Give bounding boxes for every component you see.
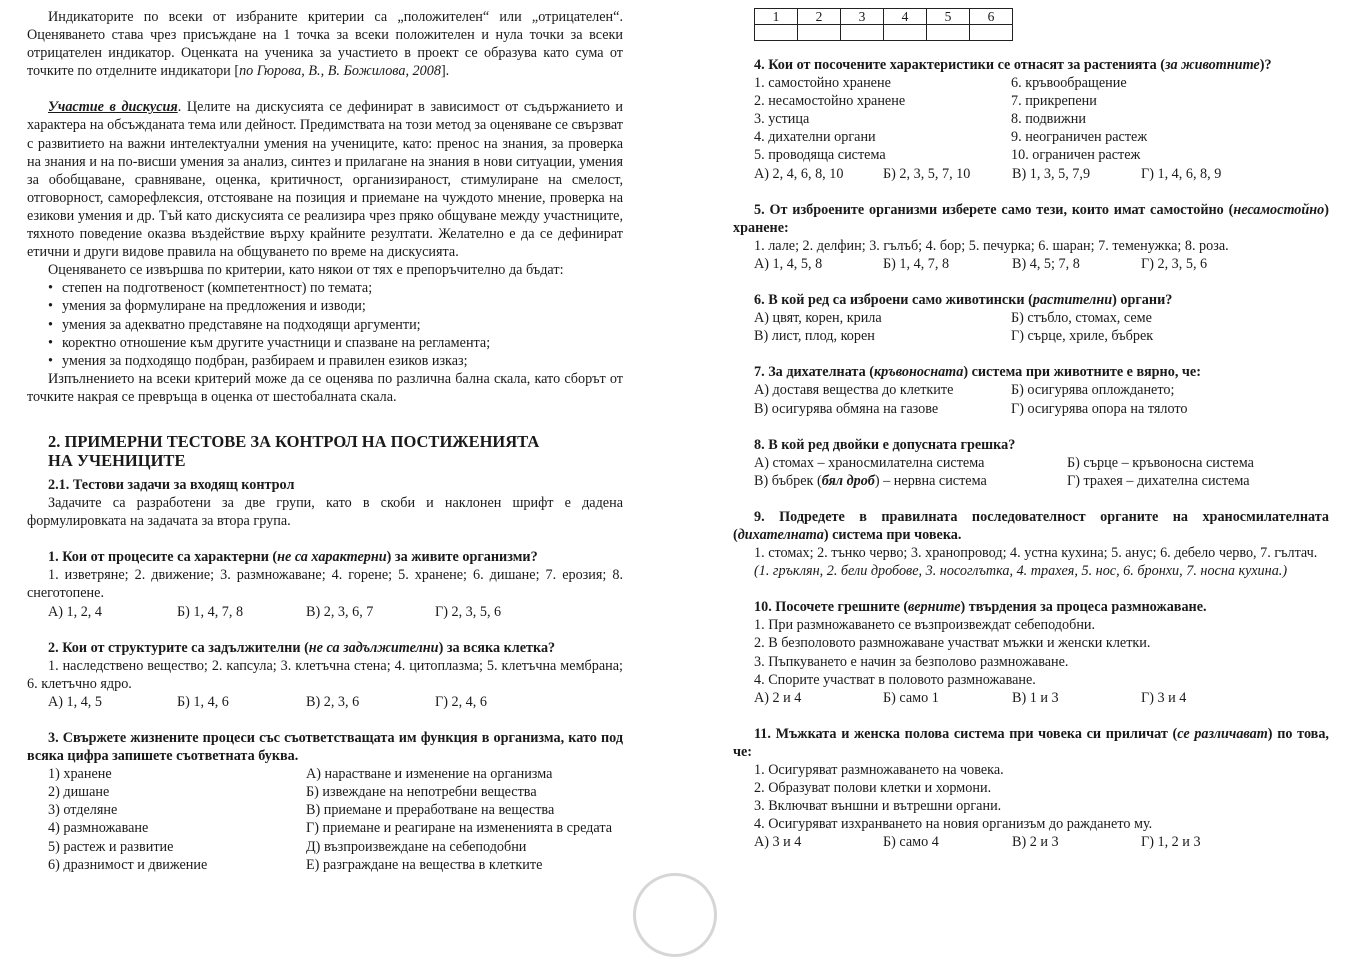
question-2 bbox=[27, 639, 623, 711]
answer-cell[interactable] bbox=[755, 25, 798, 41]
option: Б) само 1 bbox=[883, 689, 939, 706]
table-cell: 5 bbox=[927, 9, 970, 25]
match-row: 4) размножаване Г) приемане и реагиране на измененията в средата bbox=[48, 820, 612, 837]
option: А) 1, 4, 5, 8 bbox=[754, 255, 823, 272]
question-title: 2. Кои от структурите са задължителни (не са задължителни) за всяка клетка? bbox=[48, 639, 556, 656]
match-row: 3) отделяне В) приемане и преработване на вещества bbox=[48, 802, 555, 819]
question-title: 9. Подредете в правилната последователност органите на храносмилателната (дихателната) система при човека. bbox=[733, 508, 1329, 543]
list-row: 3. устица 8. подвижни bbox=[754, 111, 1086, 128]
answer-cell[interactable] bbox=[927, 25, 970, 41]
list-item: • умения за формулиране на предложения и изводи; bbox=[48, 297, 623, 315]
match-row: 5) растеж и развитие Д) възпроизвеждане на себеподобни bbox=[48, 838, 527, 855]
question-1 bbox=[27, 548, 623, 620]
question-4 bbox=[733, 56, 1329, 183]
option: А) 2, 4, 6, 8, 10 bbox=[754, 165, 844, 182]
option: Г) 2, 3, 5, 6 bbox=[435, 603, 502, 620]
table-cell: 2 bbox=[798, 9, 841, 25]
criteria-list bbox=[27, 279, 623, 369]
answer-options bbox=[27, 693, 623, 711]
list-item: • коректно отношение към другите участници и спазване на регламента; bbox=[48, 334, 623, 352]
option: Б) 1, 4, 7, 8 bbox=[177, 603, 244, 620]
option: В) 1, 3, 5, 7,9 bbox=[1012, 165, 1091, 182]
option: Б) 1, 4, 7, 8 bbox=[883, 255, 950, 272]
option: В) 1 и 3 bbox=[1012, 689, 1059, 706]
list-row: А) цвят, корен, крила Б) стъбло, стомах, семе bbox=[754, 310, 1152, 327]
list-item: 2. Образуват полови клетки и хормони. bbox=[754, 780, 992, 797]
question-6 bbox=[733, 291, 1329, 345]
question-title: 5. От изброените организми изберете само тези, които имат самостойно (несамостойно) хранене: bbox=[733, 201, 1329, 236]
option: А) 1, 4, 5 bbox=[48, 693, 102, 710]
option: Б) 1, 4, 6 bbox=[177, 693, 229, 710]
answer-options bbox=[733, 255, 1329, 273]
question-alt-text: (1. гръклян, 2. бели дробове, 3. носоглътка, 4. трахея, 5. нос, 6. бронхи, 7. носна кухина.) bbox=[754, 563, 1288, 580]
table-cell: 6 bbox=[970, 9, 1013, 25]
list-row: 4. дихателни органи 9. неограничен растеж bbox=[754, 129, 1148, 146]
list-item: 4. Спорите участват в половото размножаване. bbox=[754, 671, 1036, 688]
list-row: А) доставя вещества до клетките Б) осигурява оплождането; bbox=[754, 382, 1175, 399]
question-7 bbox=[733, 363, 1329, 417]
option: А) 2 и 4 bbox=[754, 689, 802, 706]
question-3 bbox=[27, 729, 623, 874]
question-title: 11. Мъжката и женска полова система при човека си приличат (се различават) по това, че: bbox=[733, 725, 1329, 760]
option: Г) 1, 4, 6, 8, 9 bbox=[1141, 165, 1222, 182]
option: Г) 2, 3, 5, 6 bbox=[1141, 255, 1208, 272]
list-row: 2. несамостойно хранене 7. прикрепени bbox=[754, 93, 1097, 110]
answer-options bbox=[27, 603, 623, 621]
right-column bbox=[733, 8, 1329, 851]
answer-table bbox=[754, 8, 1013, 41]
question-8 bbox=[733, 436, 1329, 490]
list-item: 1. Осигуряват размножаването на човека. bbox=[754, 762, 1004, 778]
match-row: 2) дишане Б) извеждане на непотребни вещества bbox=[48, 784, 537, 801]
list-item: 3. Включват външни и вътрешни органи. bbox=[754, 798, 1002, 815]
list-row: В) осигурява обмяна на газове Г) осигурява опора на тялото bbox=[754, 400, 1188, 417]
indicators-paragraph: Индикаторите по всеки от избраните критерии са „положителен“ или „отрицателен“. Оценяването става чрез присъждане на 1 точка за всеки положителен и нула точки за всеки отрицателен индикатор. Оценката на ученика за участието в проект се образува като сума от точките по отделните индикатори [по Гюрова, В., В. Божилова, 2008]. bbox=[27, 9, 623, 80]
question-text: 1. стомах; 2. тънко черво; 3. хранопровод; 4. устна кухина; 5. анус; 6. дебело черво, 7. гълтач. bbox=[754, 545, 1318, 562]
list-row: 1. самостойно хранене 6. кръвообращение bbox=[754, 75, 1127, 92]
question-title: 8. В кой ред двойки е допусната грешка? bbox=[754, 436, 1016, 453]
option: В) 4, 5; 7, 8 bbox=[1012, 255, 1080, 272]
table-cell: 3 bbox=[841, 9, 884, 25]
answer-options bbox=[733, 689, 1329, 707]
answer-cell[interactable] bbox=[841, 25, 884, 41]
match-row: 1) хранене А) нарастване и изменение на организма bbox=[48, 766, 553, 783]
question-text: 1. наследствено вещество; 2. капсула; 3. клетъчна стена; 4. цитоплазма; 5. клетъчна мембрана; 6. клетъчно ядро. bbox=[27, 657, 623, 692]
question-title: 6. В кой ред са изброени само животински (растителни) органи? bbox=[754, 292, 1173, 309]
left-column bbox=[27, 8, 623, 874]
question-11 bbox=[733, 725, 1329, 852]
list-item: 2. В безполовото размножаване участват мъжки и женски клетки. bbox=[754, 635, 1151, 652]
answer-options bbox=[733, 165, 1329, 183]
answer-options bbox=[733, 833, 1329, 851]
option: Г) 1, 2 и 3 bbox=[1141, 834, 1201, 851]
option: А) 3 и 4 bbox=[754, 834, 802, 851]
section-heading: 2. ПРИМЕРНИ ТЕСТОВЕ ЗА КОНТРОЛ НА ПОСТИЖЕНИЯТА НА УЧЕНИЦИТЕ bbox=[48, 431, 540, 470]
list-row: 5. проводяща система 10. ограничен растеж bbox=[754, 147, 1141, 164]
list-item: • степен на подготвеност (компетентност) по темата; bbox=[48, 279, 623, 297]
question-text: 1. лале; 2. делфин; 3. гълъб; 4. бор; 5. печурка; 6. шаран; 7. теменужка; 8. роза. bbox=[754, 237, 1229, 254]
option: В) 2, 3, 6, 7 bbox=[306, 603, 374, 620]
question-10 bbox=[733, 598, 1329, 707]
option: Г) 2, 4, 6 bbox=[435, 693, 487, 710]
answer-cell[interactable] bbox=[798, 25, 841, 41]
table-cell: 4 bbox=[884, 9, 927, 25]
list-row: В) лист, плод, корен Г) сърце, хриле, бъбрек bbox=[754, 328, 1154, 345]
question-text: 1. изветряне; 2. движение; 3. размножаване; 4. горене; 5. хранене; 6. дишане; 7. ерозия; 8. снеготопене. bbox=[27, 567, 623, 602]
discussion-heading: Участие в дискусия bbox=[48, 99, 178, 116]
question-title: 4. Кои от посочените характеристики се отнасят за растенията (за животните)? bbox=[754, 57, 1272, 73]
criteria-end: Изпълнението на всеки критерий може да се оценява по различна бална скала, като сборът от точките накрая се превръща в оценка от шестобалната скала. bbox=[27, 370, 623, 405]
table-cell: 1 bbox=[755, 9, 798, 25]
subsection-heading: 2.1. Тестови задачи за входящ контрол bbox=[48, 476, 295, 493]
list-item: 4. Осигуряват изхранването на новия организъм до раждането му. bbox=[754, 816, 1153, 833]
answer-cell[interactable] bbox=[884, 25, 927, 41]
option: Б) само 4 bbox=[883, 834, 939, 851]
question-9 bbox=[733, 508, 1329, 580]
citation: по Гюрова, В., В. Божилова, 2008 bbox=[239, 63, 441, 80]
answer-cell[interactable] bbox=[970, 25, 1013, 41]
option: Г) 3 и 4 bbox=[1141, 689, 1187, 706]
match-row: 6) дразнимост и движение Е) разграждане на вещества в клетките bbox=[48, 856, 543, 873]
list-item: 1. При размножаването се възпроизвеждат себеподобни. bbox=[754, 617, 1096, 634]
question-title: 10. Посочете грешните (верните) твърдения за процеса размножаване. bbox=[754, 599, 1207, 616]
discussion-paragraph: Участие в дискусия. Целите на дискусията се дефинират в зависимост от съдържанието и характера на обсъжданата тема или дейност. Предимствата на този метод за оценяване се свързват с развитието на важни интелектуални умения на учениците, като: пренос на знания, за проверка на знания и на по-висши умения за анализ, синтез и прилагане на знания в нови ситуации, умения за обобщаване, сравняване, оценка, критичност, организираност, стимулиране на смелост, отговорност, саморефлексия, отстояване на позиция и приемане на чуждото мнение, проверка на езикови умения и др. Тъй като дискусията се реализира чрез пряко общуване между участниците, тяхното поведение оказва въздействие върху крайните резултати. Желателно е да се дефинират етични и други видове правила на общуването по време на дискусията. bbox=[27, 99, 624, 261]
intro-paragraph: Задачите са разработени за две групи, като в скоби и наклонен шрифт е дадена формулировката на задачата за втора група. bbox=[27, 495, 623, 530]
option: А) 1, 2, 4 bbox=[48, 603, 102, 620]
question-title: 1. Кои от процесите са характерни (не са характерни) за живите организми? bbox=[48, 549, 538, 566]
option: В) 2, 3, 6 bbox=[306, 693, 360, 710]
list-item: • умения за адекватно представяне на подходящи аргументи; bbox=[48, 316, 623, 334]
list-row: А) стомах – храносмилателна система Б) сърце – кръвоносна система bbox=[754, 454, 1254, 471]
option: В) 2 и 3 bbox=[1012, 834, 1059, 851]
list-item: 3. Пъпкуването е начин за безполово размножаване. bbox=[754, 653, 1069, 670]
question-title: 7. За дихателната (кръвоносната) система при животните е вярно, че: bbox=[754, 364, 1201, 381]
option: Б) 2, 3, 5, 7, 10 bbox=[883, 165, 971, 182]
question-title: 3. Свържете жизнените процеси със съответстващата им функция в организма, като под всяка цифра запишете съответната буква. bbox=[27, 730, 623, 765]
list-row: В) бъбрек (бял дроб) – нервна система Г) трахея – дихателна система bbox=[754, 472, 1250, 489]
list-item: • умения за подходящо подбран, разбираем и правилен езиков изказ; bbox=[48, 352, 623, 370]
criteria-intro: Оценяването се извършва по критерии, като някои от тях е препоръчително да бъдат: bbox=[48, 262, 564, 279]
watermark-circle-icon bbox=[633, 873, 717, 957]
question-5 bbox=[733, 201, 1329, 273]
